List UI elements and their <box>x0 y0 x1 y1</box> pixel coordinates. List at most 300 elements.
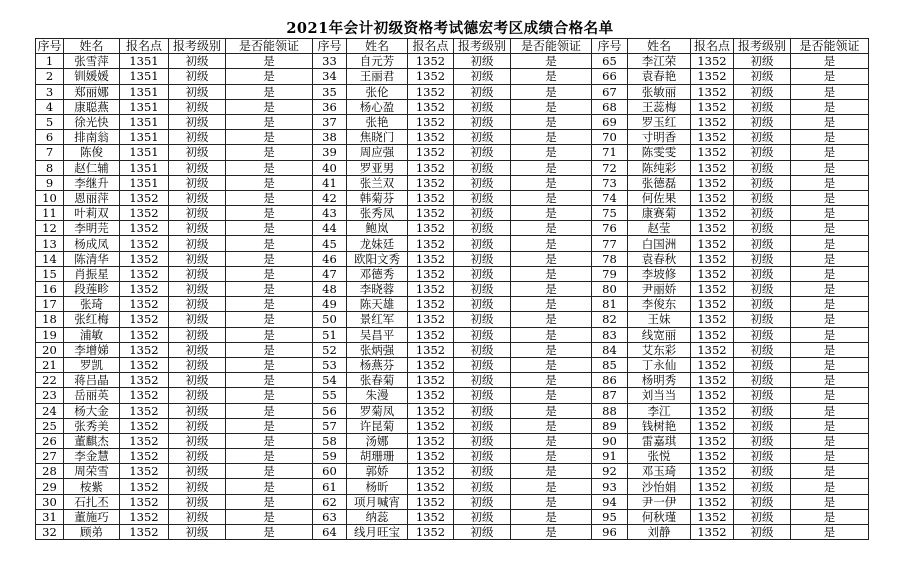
cell-cert: 是 <box>791 160 869 175</box>
cell-seq: 83 <box>592 327 628 342</box>
cell-site: 1352 <box>408 479 454 494</box>
cell-site: 1352 <box>408 342 454 357</box>
cell-cert: 是 <box>226 388 313 403</box>
cell-seq: 61 <box>313 479 347 494</box>
cell-cert: 是 <box>791 236 869 251</box>
cell-name: 袁春秋 <box>628 251 691 266</box>
cell-level: 初级 <box>169 236 226 251</box>
cell-seq: 33 <box>313 54 347 69</box>
cell-site: 1352 <box>408 373 454 388</box>
table-row <box>36 114 869 129</box>
cell-level: 初级 <box>734 145 791 160</box>
cell-name: 石扎丕 <box>64 494 120 509</box>
cell-cert: 是 <box>511 145 592 160</box>
cell-level: 初级 <box>169 190 226 205</box>
cell-level: 初级 <box>454 54 511 69</box>
col-header-cert: 是否能领证 <box>511 39 592 54</box>
col-header-name: 姓名 <box>347 39 408 54</box>
cell-seq: 70 <box>592 130 628 145</box>
cell-cert: 是 <box>511 479 592 494</box>
table-row <box>36 449 869 464</box>
cell-seq: 62 <box>313 494 347 509</box>
cell-name: 李江荣 <box>628 54 691 69</box>
cell-site: 1352 <box>408 236 454 251</box>
cell-level: 初级 <box>734 160 791 175</box>
cell-name: 康赛菊 <box>628 206 691 221</box>
cell-level: 初级 <box>454 464 511 479</box>
cell-name: 张敏丽 <box>628 84 691 99</box>
cell-cert: 是 <box>791 54 869 69</box>
cell-level: 初级 <box>169 373 226 388</box>
cell-level: 初级 <box>169 388 226 403</box>
cell-site: 1351 <box>120 130 169 145</box>
cell-name: 许昆菊 <box>347 418 408 433</box>
col-header-seq: 序号 <box>37 39 62 54</box>
cell-level: 初级 <box>169 282 226 297</box>
cell-site: 1352 <box>120 357 169 372</box>
cell-cert: 是 <box>226 236 313 251</box>
cell-cert: 是 <box>511 494 592 509</box>
cell-name: 杨心盈 <box>347 99 408 114</box>
cell-level: 初级 <box>454 297 511 312</box>
cell-site: 1352 <box>691 221 734 236</box>
cell-cert: 是 <box>226 479 313 494</box>
cell-name: 桉紫 <box>64 479 120 494</box>
cell-level: 初级 <box>169 509 226 524</box>
cell-cert: 是 <box>791 282 869 297</box>
cell-seq: 19 <box>36 327 64 342</box>
cell-seq: 34 <box>313 69 347 84</box>
cell-name: 何佐果 <box>628 190 691 205</box>
cell-cert: 是 <box>511 342 592 357</box>
cell-level: 初级 <box>454 433 511 448</box>
cell-cert: 是 <box>791 114 869 129</box>
cell-site: 1352 <box>408 114 454 129</box>
cell-name: 罗凯 <box>64 357 120 372</box>
cell-site: 1352 <box>691 312 734 327</box>
cell-cert: 是 <box>791 327 869 342</box>
cell-level: 初级 <box>454 494 511 509</box>
table-row <box>36 175 869 190</box>
cell-seq: 28 <box>36 464 64 479</box>
table-row <box>36 388 869 403</box>
cell-site: 1352 <box>408 145 454 160</box>
cell-name: 李增娣 <box>64 342 120 357</box>
cell-name: 尹丽娇 <box>628 282 691 297</box>
cell-seq: 95 <box>592 509 628 524</box>
cell-site: 1352 <box>120 373 169 388</box>
cell-name: 肖振星 <box>64 266 120 281</box>
cell-site: 1352 <box>408 99 454 114</box>
cell-cert: 是 <box>791 221 869 236</box>
cell-seq: 79 <box>592 266 628 281</box>
cell-cert: 是 <box>511 327 592 342</box>
cell-name: 赵莹 <box>628 221 691 236</box>
cell-name: 李江 <box>628 403 691 418</box>
cell-seq: 16 <box>36 282 64 297</box>
cell-seq: 40 <box>313 160 347 175</box>
cell-site: 1352 <box>691 145 734 160</box>
cell-seq: 7 <box>36 145 64 160</box>
cell-level: 初级 <box>454 190 511 205</box>
table-row <box>36 69 869 84</box>
table-row <box>36 206 869 221</box>
cell-seq: 81 <box>592 297 628 312</box>
cell-name: 纳蕊 <box>347 509 408 524</box>
cell-site: 1352 <box>691 251 734 266</box>
cell-name: 何秋瑾 <box>628 509 691 524</box>
cell-site: 1352 <box>691 54 734 69</box>
cell-site: 1352 <box>120 282 169 297</box>
cell-name: 李晓蓉 <box>347 282 408 297</box>
cell-name: 陈清华 <box>64 251 120 266</box>
cell-cert: 是 <box>511 464 592 479</box>
cell-seq: 93 <box>592 479 628 494</box>
cell-level: 初级 <box>734 479 791 494</box>
cell-seq: 80 <box>592 282 628 297</box>
cell-site: 1352 <box>408 449 454 464</box>
table-row <box>36 99 869 114</box>
cell-seq: 35 <box>313 84 347 99</box>
cell-seq: 53 <box>313 357 347 372</box>
cell-site: 1352 <box>408 357 454 372</box>
cell-cert: 是 <box>791 403 869 418</box>
cell-site: 1352 <box>120 297 169 312</box>
cell-name: 陈纯彩 <box>628 160 691 175</box>
cell-level: 初级 <box>169 525 226 540</box>
cell-seq: 27 <box>36 449 64 464</box>
cell-site: 1352 <box>691 282 734 297</box>
cell-site: 1352 <box>691 342 734 357</box>
cell-name: 李俊东 <box>628 297 691 312</box>
cell-name: 沙怡娟 <box>628 479 691 494</box>
cell-cert: 是 <box>511 433 592 448</box>
cell-site: 1352 <box>120 206 169 221</box>
cell-site: 1352 <box>691 99 734 114</box>
cell-seq: 4 <box>36 99 64 114</box>
cell-cert: 是 <box>226 114 313 129</box>
cell-cert: 是 <box>511 236 592 251</box>
cell-seq: 52 <box>313 342 347 357</box>
cell-level: 初级 <box>169 145 226 160</box>
cell-site: 1352 <box>408 266 454 281</box>
cell-name: 蒋吕晶 <box>64 373 120 388</box>
cell-cert: 是 <box>791 297 869 312</box>
table-row <box>36 84 869 99</box>
cell-name: 张雪萍 <box>64 54 120 69</box>
cell-seq: 38 <box>313 130 347 145</box>
cell-level: 初级 <box>734 449 791 464</box>
cell-level: 初级 <box>734 418 791 433</box>
cell-seq: 21 <box>36 357 64 372</box>
cell-cert: 是 <box>791 145 869 160</box>
cell-level: 初级 <box>734 282 791 297</box>
cell-seq: 60 <box>313 464 347 479</box>
cell-site: 1352 <box>120 190 169 205</box>
cell-seq: 63 <box>313 509 347 524</box>
cell-name: 线月旺宝 <box>347 525 408 540</box>
cell-seq: 82 <box>592 312 628 327</box>
cell-cert: 是 <box>791 525 869 540</box>
cell-name: 陈天雄 <box>347 297 408 312</box>
cell-name: 白国洲 <box>628 236 691 251</box>
cell-site: 1352 <box>408 297 454 312</box>
cell-seq: 77 <box>592 236 628 251</box>
cell-seq: 5 <box>36 114 64 129</box>
cell-level: 初级 <box>454 327 511 342</box>
cell-cert: 是 <box>791 130 869 145</box>
cell-seq: 20 <box>36 342 64 357</box>
cell-site: 1352 <box>408 464 454 479</box>
cell-name: 张秀美 <box>64 418 120 433</box>
cell-seq: 89 <box>592 418 628 433</box>
cell-site: 1352 <box>691 464 734 479</box>
cell-cert: 是 <box>791 494 869 509</box>
cell-name: 张红梅 <box>64 312 120 327</box>
cell-name: 张伦 <box>347 84 408 99</box>
cell-name: 龙妹廷 <box>347 236 408 251</box>
cell-site: 1352 <box>408 206 454 221</box>
table-row <box>36 312 869 327</box>
cell-cert: 是 <box>791 479 869 494</box>
cell-name: 钏媛媛 <box>64 69 120 84</box>
cell-cert: 是 <box>791 99 869 114</box>
cell-level: 初级 <box>169 251 226 266</box>
cell-level: 初级 <box>169 494 226 509</box>
cell-seq: 71 <box>592 145 628 160</box>
cell-site: 1352 <box>408 312 454 327</box>
cell-level: 初级 <box>169 160 226 175</box>
cell-cert: 是 <box>226 509 313 524</box>
cell-site: 1352 <box>120 418 169 433</box>
cell-seq: 8 <box>36 160 64 175</box>
cell-cert: 是 <box>226 403 313 418</box>
cell-site: 1352 <box>120 525 169 540</box>
cell-site: 1352 <box>120 388 169 403</box>
cell-seq: 24 <box>36 403 64 418</box>
cell-level: 初级 <box>454 525 511 540</box>
cell-cert: 是 <box>226 130 313 145</box>
cell-name: 王丽君 <box>347 69 408 84</box>
cell-cert: 是 <box>226 221 313 236</box>
cell-level: 初级 <box>169 327 226 342</box>
table-row <box>36 221 869 236</box>
cell-cert: 是 <box>511 282 592 297</box>
cell-cert: 是 <box>226 525 313 540</box>
cell-site: 1351 <box>120 145 169 160</box>
cell-cert: 是 <box>511 312 592 327</box>
cell-seq: 94 <box>592 494 628 509</box>
cell-cert: 是 <box>226 297 313 312</box>
cell-cert: 是 <box>226 251 313 266</box>
col-header-site: 报名点 <box>408 39 454 54</box>
cell-seq: 37 <box>313 114 347 129</box>
cell-cert: 是 <box>791 509 869 524</box>
cell-level: 初级 <box>454 418 511 433</box>
cell-site: 1352 <box>691 236 734 251</box>
cell-seq: 91 <box>592 449 628 464</box>
cell-site: 1352 <box>120 266 169 281</box>
cell-cert: 是 <box>791 266 869 281</box>
cell-site: 1351 <box>120 99 169 114</box>
col-header-seq: 序号 <box>313 39 347 54</box>
cell-level: 初级 <box>734 54 791 69</box>
cell-site: 1352 <box>408 418 454 433</box>
cell-cert: 是 <box>226 160 313 175</box>
cell-site: 1352 <box>120 403 169 418</box>
cell-seq: 92 <box>592 464 628 479</box>
cell-seq: 55 <box>313 388 347 403</box>
cell-seq: 22 <box>36 373 64 388</box>
cell-seq: 45 <box>313 236 347 251</box>
cell-cert: 是 <box>511 84 592 99</box>
cell-name: 杨明秀 <box>628 373 691 388</box>
cell-site: 1352 <box>691 266 734 281</box>
cell-site: 1352 <box>691 160 734 175</box>
cell-level: 初级 <box>734 266 791 281</box>
cell-level: 初级 <box>169 342 226 357</box>
cell-name: 周应强 <box>347 145 408 160</box>
cell-level: 初级 <box>169 297 226 312</box>
cell-name: 顾弟 <box>64 525 120 540</box>
cell-cert: 是 <box>511 403 592 418</box>
table-row <box>36 418 869 433</box>
cell-seq: 6 <box>36 130 64 145</box>
col-header-seq: 序号 <box>592 39 628 54</box>
col-header-level: 报考级别 <box>734 39 791 54</box>
cell-name: 韩菊芬 <box>347 190 408 205</box>
cell-level: 初级 <box>454 114 511 129</box>
cell-cert: 是 <box>226 312 313 327</box>
cell-seq: 44 <box>313 221 347 236</box>
cell-name: 罗玉红 <box>628 114 691 129</box>
cell-name: 李坡修 <box>628 266 691 281</box>
cell-seq: 17 <box>36 297 64 312</box>
cell-seq: 2 <box>36 69 64 84</box>
cell-name: 尹一伊 <box>628 494 691 509</box>
table-row <box>36 266 869 281</box>
cell-cert: 是 <box>226 266 313 281</box>
cell-seq: 64 <box>313 525 347 540</box>
cell-level: 初级 <box>169 175 226 190</box>
cell-site: 1352 <box>120 251 169 266</box>
header-row <box>36 39 869 54</box>
cell-cert: 是 <box>791 312 869 327</box>
cell-seq: 56 <box>313 403 347 418</box>
cell-level: 初级 <box>454 509 511 524</box>
cell-site: 1352 <box>691 190 734 205</box>
cell-cert: 是 <box>226 145 313 160</box>
cell-seq: 75 <box>592 206 628 221</box>
cell-name: 刘静 <box>628 525 691 540</box>
cell-level: 初级 <box>454 282 511 297</box>
cell-seq: 25 <box>36 418 64 433</box>
cell-cert: 是 <box>226 373 313 388</box>
cell-site: 1352 <box>691 84 734 99</box>
cell-seq: 84 <box>592 342 628 357</box>
cell-level: 初级 <box>169 418 226 433</box>
cell-site: 1352 <box>408 160 454 175</box>
cell-seq: 85 <box>592 357 628 372</box>
cell-cert: 是 <box>226 54 313 69</box>
cell-cert: 是 <box>226 342 313 357</box>
cell-cert: 是 <box>511 160 592 175</box>
cell-seq: 72 <box>592 160 628 175</box>
cell-name: 欧阳文秀 <box>347 251 408 266</box>
cell-name: 胡珊珊 <box>347 449 408 464</box>
cell-cert: 是 <box>511 221 592 236</box>
cell-site: 1352 <box>691 114 734 129</box>
cell-cert: 是 <box>226 494 313 509</box>
cell-level: 初级 <box>734 221 791 236</box>
cell-cert: 是 <box>226 449 313 464</box>
cell-level: 初级 <box>734 69 791 84</box>
cell-name: 汤娜 <box>347 433 408 448</box>
cell-level: 初级 <box>734 525 791 540</box>
cell-cert: 是 <box>226 282 313 297</box>
cell-level: 初级 <box>734 114 791 129</box>
cell-site: 1352 <box>408 221 454 236</box>
table-row <box>36 373 869 388</box>
cell-site: 1352 <box>691 297 734 312</box>
cell-level: 初级 <box>454 251 511 266</box>
cell-level: 初级 <box>169 449 226 464</box>
cell-seq: 29 <box>36 479 64 494</box>
cell-level: 初级 <box>734 509 791 524</box>
cell-site: 1352 <box>691 449 734 464</box>
cell-site: 1352 <box>691 433 734 448</box>
table-row <box>36 509 869 524</box>
cell-level: 初级 <box>454 236 511 251</box>
cell-level: 初级 <box>454 99 511 114</box>
cell-site: 1352 <box>408 69 454 84</box>
cell-name: 张秀凤 <box>347 206 408 221</box>
table-row <box>36 130 869 145</box>
cell-cert: 是 <box>511 175 592 190</box>
table-row <box>36 251 869 266</box>
cell-level: 初级 <box>734 494 791 509</box>
cell-cert: 是 <box>226 69 313 84</box>
results-table <box>35 38 869 540</box>
cell-level: 初级 <box>454 373 511 388</box>
cell-seq: 48 <box>313 282 347 297</box>
cell-site: 1352 <box>691 175 734 190</box>
cell-seq: 36 <box>313 99 347 114</box>
col-header-level: 报考级别 <box>169 39 226 54</box>
page-title: 2021年会计初级资格考试德宏考区成绩合格名单 <box>286 20 614 37</box>
cell-seq: 58 <box>313 433 347 448</box>
cell-name: 杨燕芬 <box>347 357 408 372</box>
cell-seq: 10 <box>36 190 64 205</box>
table-row <box>36 160 869 175</box>
cell-site: 1352 <box>120 327 169 342</box>
cell-level: 初级 <box>169 130 226 145</box>
col-header-name: 姓名 <box>628 39 691 54</box>
cell-cert: 是 <box>791 464 869 479</box>
cell-level: 初级 <box>454 357 511 372</box>
cell-cert: 是 <box>226 84 313 99</box>
cell-level: 初级 <box>734 312 791 327</box>
cell-site: 1352 <box>120 221 169 236</box>
cell-level: 初级 <box>734 342 791 357</box>
col-header-cert: 是否能领证 <box>791 39 869 54</box>
cell-level: 初级 <box>734 327 791 342</box>
cell-seq: 74 <box>592 190 628 205</box>
cell-level: 初级 <box>734 99 791 114</box>
cell-cert: 是 <box>511 99 592 114</box>
cell-site: 1351 <box>120 175 169 190</box>
cell-name: 刘当当 <box>628 388 691 403</box>
